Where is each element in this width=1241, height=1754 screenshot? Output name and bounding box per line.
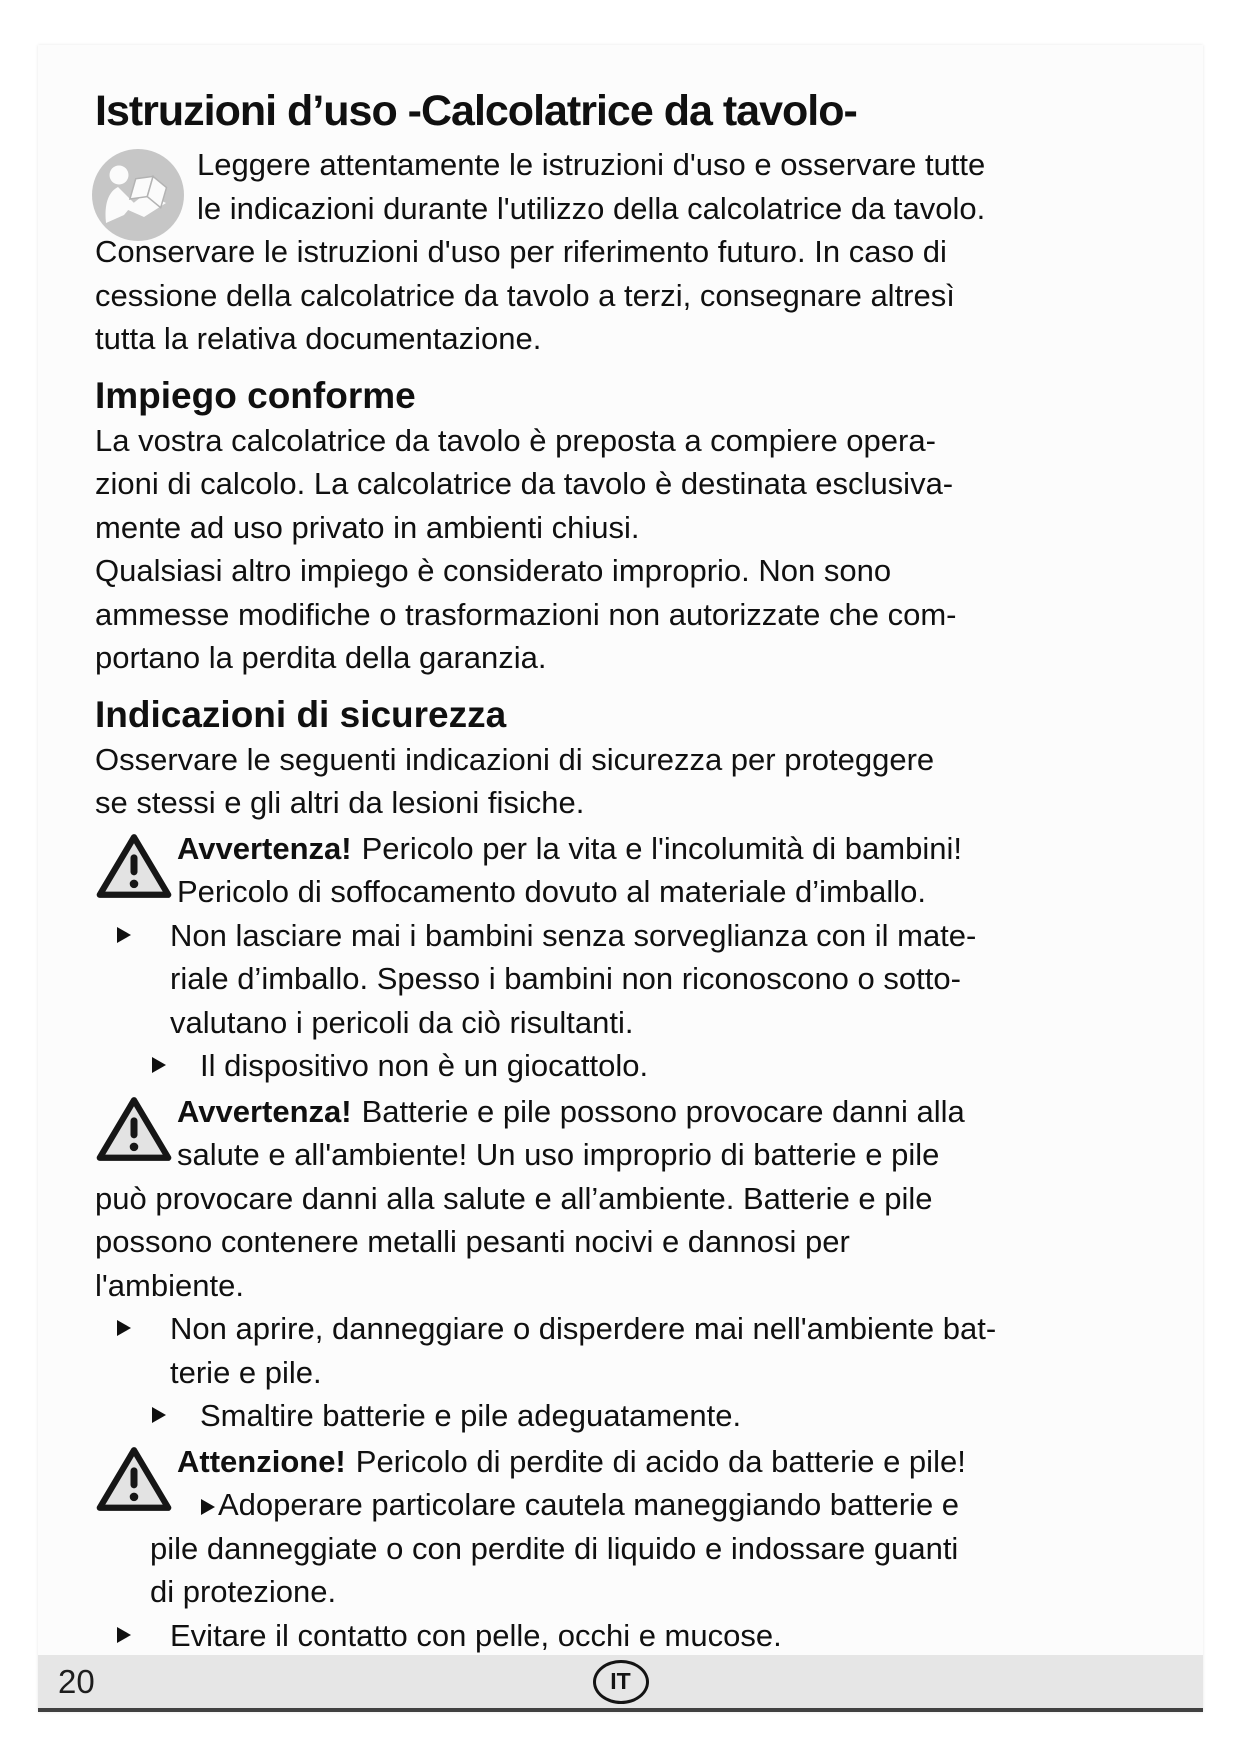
warning-triangle-icon [95, 831, 177, 907]
body-line: La vostra calcolatrice da tavolo è preposta a compiere opera- [95, 422, 936, 458]
warning-line: possono contenere metalli pesanti nocivi e dannosi per [95, 1224, 850, 1259]
arrow-bullet-icon [152, 1407, 166, 1423]
arrow-bullet-icon [117, 927, 131, 943]
warning-label: Avvertenza! [177, 1093, 352, 1129]
warning-line: può provocare danni alla salute e all’ambiente. Batterie e pile [95, 1180, 933, 1216]
warning-text: Pericolo per la vita e l'incolumità di bambini! [361, 830, 962, 866]
arrow-bullet-icon [201, 1499, 215, 1515]
warning-line [95, 1090, 1113, 1134]
intro-line: le indicazioni durante l'utilizzo della calcolatrice da tavolo. [197, 190, 986, 226]
list-item [95, 1614, 1113, 1658]
intro-line: Leggere attentamente le istruzioni d'uso e osservare tutte [197, 147, 986, 182]
warning-label: Avvertenza! [177, 830, 352, 866]
warning-triangle-icon [95, 1094, 177, 1170]
page-content [38, 45, 1203, 1657]
body-line: se stessi e gli altri da lesioni fisiche. [95, 785, 585, 820]
page-number: 20 [58, 1662, 95, 1700]
warning-line: Pericolo di soffocamento dovuto al materiale d’imballo. [177, 874, 926, 909]
body-line: Osservare le seguenti indicazioni di sicurezza per proteggere [95, 741, 935, 777]
page-title: Istruzioni d’uso -Calcolatrice da tavolo- [95, 87, 857, 135]
warning-sub-line [150, 1483, 1113, 1527]
bullet-line: terie e pile. [170, 1354, 322, 1390]
manual-page [38, 45, 1203, 1712]
bullet-line: Non aprire, danneggiare o disperdere mai nell'ambiente bat- [170, 1311, 997, 1346]
warning-line: salute e all'ambiente! Un uso improprio di batterie e pile [177, 1137, 940, 1172]
warning-line [95, 1440, 1113, 1484]
warning-sub-text: Adoperare particolare cautela maneggiando batterie e [218, 1487, 960, 1522]
section-heading-impiego: Impiego conforme [95, 374, 416, 416]
bullet-line: valutano i pericoli da ciò risultanti. [170, 1004, 634, 1040]
intro-line: cessione della calcolatrice da tavolo a terzi, consegnare altresì [95, 277, 955, 313]
bullet-line: Il dispositivo non è un giocattolo. [200, 1048, 649, 1083]
arrow-bullet-icon [117, 1627, 131, 1643]
warning-sub-item [150, 1483, 1113, 1614]
warning-block-batteries [95, 1090, 1113, 1308]
intro-line: Conservare le istruzioni d'uso per riferimento futuro. In caso di [95, 234, 947, 269]
section-heading-sicurezza: Indicazioni di sicurezza [95, 693, 507, 735]
read-manual-icon [87, 145, 191, 229]
body-line: ammesse modifiche o trasformazioni non autorizzate che com- [95, 596, 957, 632]
list-item [95, 1044, 1113, 1088]
warning-line [95, 827, 1113, 871]
sicurezza-lead [95, 738, 1113, 825]
warning-label: Attenzione! [177, 1443, 346, 1479]
warning-block-children [95, 827, 1113, 914]
body-line: mente ad uso privato in ambienti chiusi. [95, 509, 640, 545]
intro-line: tutta la relativa documentazione. [95, 321, 542, 356]
bullet-line: Evitare il contatto con pelle, occhi e mucose. [170, 1617, 782, 1653]
list-item [95, 1307, 1113, 1394]
warning-triangle-icon [95, 1444, 177, 1520]
bullet-line: Non lasciare mai i bambini senza sorveglianza con il mate- [170, 917, 977, 953]
language-badge: IT [593, 1660, 649, 1704]
footer-bar [38, 1655, 1203, 1712]
body-line: zioni di calcolo. La calcolatrice da tavolo è destinata esclusiva- [95, 466, 954, 501]
warning-sub-line: di protezione. [150, 1574, 337, 1609]
impiego-paragraph [95, 419, 1113, 680]
arrow-bullet-icon [152, 1057, 166, 1073]
bullet-line: Smaltire batterie e pile adeguatamente. [200, 1398, 742, 1433]
warning-line: l'ambiente. [95, 1267, 244, 1303]
bullet-line: riale d’imballo. Spesso i bambini non riconoscono o sotto- [170, 961, 961, 996]
warning-block-acid [95, 1440, 1113, 1614]
warning-sub-line: pile danneggiate o con perdite di liquido e indossare guanti [150, 1530, 959, 1566]
list-item [95, 1394, 1113, 1438]
body-line: portano la perdita della garanzia. [95, 640, 547, 675]
body-line: Qualsiasi altro impiego è considerato improprio. Non sono [95, 553, 892, 588]
arrow-bullet-icon [117, 1320, 131, 1336]
list-item [95, 914, 1113, 1045]
intro-paragraph [95, 143, 1113, 361]
warning-text: Pericolo di perdite di acido da batterie e pile! [355, 1443, 966, 1479]
warning-text: Batterie e pile possono provocare danni alla [361, 1093, 965, 1129]
